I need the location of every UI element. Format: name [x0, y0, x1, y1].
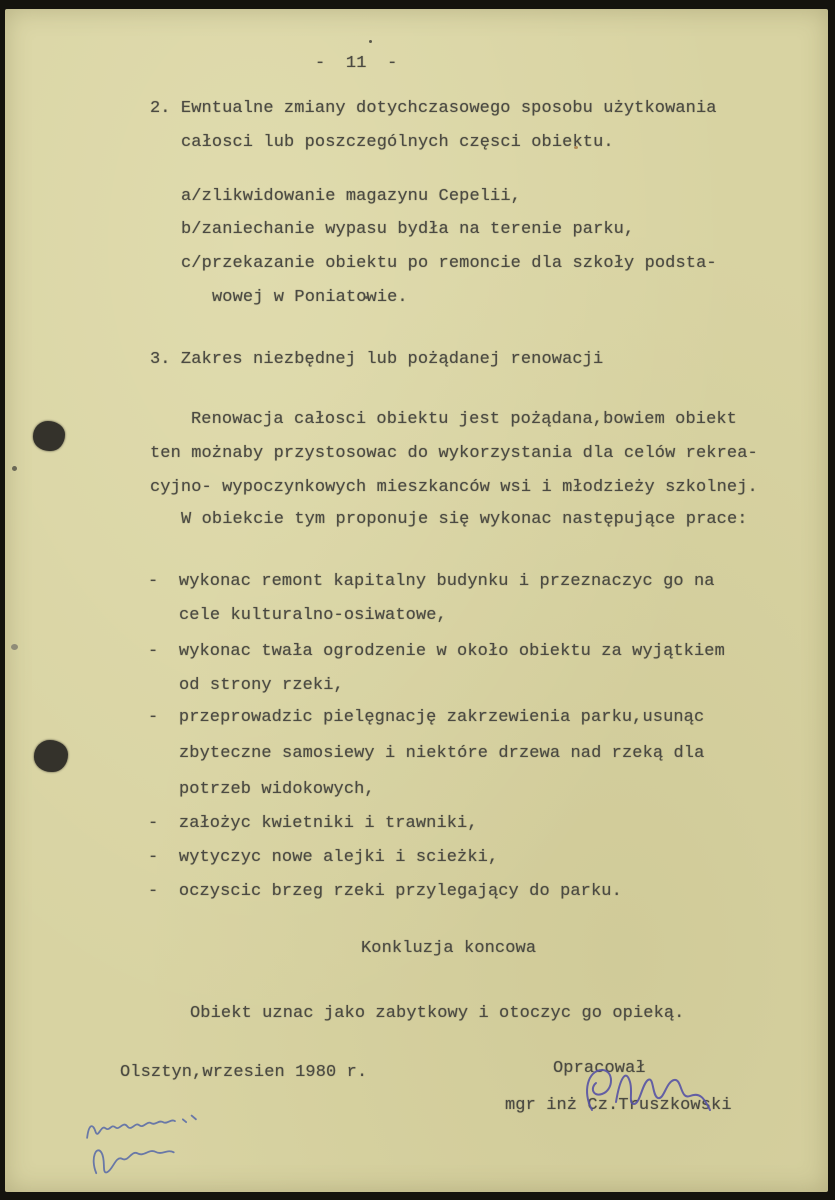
prepared-by-name: mgr inż Cz.Truszkowski: [505, 1096, 732, 1115]
paper-speck: [12, 466, 17, 471]
list-item: - założyc kwietniki i trawniki,: [148, 814, 478, 833]
list-item: - wytyczyc nowe alejki i scieżki,: [148, 848, 499, 867]
typed-line: c/przekazanie obiektu po remoncie dla szkoły podsta-: [181, 254, 717, 273]
signature-scribble: [578, 1058, 713, 1120]
typed-line: W obiekcie tym proponuje się wykonac następujące prace:: [181, 510, 748, 529]
list-item: - przeprowadzic pielęgnację zakrzewienia parku,usunąc: [148, 708, 705, 727]
page-number: - 11 -: [315, 54, 398, 73]
typed-line: a/zlikwidowanie magazynu Cepelii,: [181, 187, 521, 206]
list-item: cele kulturalno-osiwatowe,: [179, 606, 447, 625]
list-item: - oczyscic brzeg rzeki przylegający do parku.: [148, 882, 622, 901]
typed-line: 2. Ewntualne zmiany dotychczasowego sposobu użytkowania: [150, 99, 717, 118]
typed-line: Renowacja całosci obiektu jest pożądana,bowiem obiekt: [191, 410, 737, 429]
conclusion-line: Obiekt uznac jako zabytkowy i otoczyc go opieką.: [190, 1004, 685, 1023]
typed-line: b/zaniechanie wypasu bydła na terenie parku,: [181, 220, 635, 239]
handwritten-note: [81, 1104, 227, 1186]
place-date-line: Olsztyn,wrzesien 1980 r.: [120, 1063, 368, 1082]
list-item: - wykonac remont kapitalny budynku i przeznaczyc go na: [148, 572, 715, 591]
list-item: od strony rzeki,: [179, 676, 344, 695]
section-heading: 3. Zakres niezbędnej lub pożądanej renowacji: [150, 350, 604, 369]
paper-speck: [369, 40, 372, 43]
typed-line: całosci lub poszczególnych częsci obiektu.: [181, 133, 614, 152]
conclusion-heading: Konkluzja koncowa: [361, 939, 537, 958]
prepared-by-label: Opracował: [553, 1059, 646, 1078]
punch-hole: [33, 421, 65, 451]
typed-line: wowej w Poniatowie.: [212, 288, 408, 307]
paper-speck: [11, 644, 18, 650]
typed-line: cyjno- wypoczynkowych mieszkanców wsi i młodzieży szkolnej.: [150, 478, 758, 497]
list-item: potrzeb widokowych,: [179, 780, 375, 799]
list-item: zbyteczne samosiewy i niektóre drzewa nad rzeką dla: [179, 744, 705, 763]
list-item: - wykonac twała ogrodzenie w około obiektu za wyjątkiem: [148, 642, 725, 661]
typed-line: ten możnaby przystosowac do wykorzystania dla celów rekrea-: [150, 444, 758, 463]
punch-hole: [34, 740, 68, 772]
